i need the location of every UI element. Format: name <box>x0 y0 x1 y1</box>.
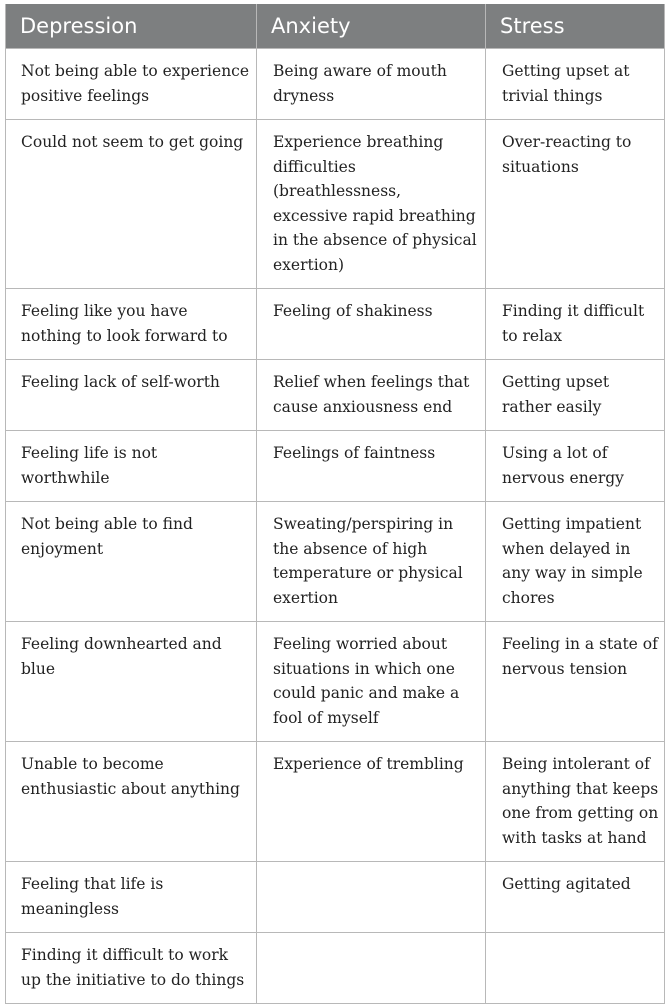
header-row <box>6 4 665 49</box>
table-row <box>6 360 665 431</box>
stress-cell: Getting impatient when delayed in any way in simple chores <box>486 502 665 622</box>
anxiety-cell <box>257 862 486 933</box>
depression-cell: Not being able to find enjoyment <box>6 502 257 622</box>
table-row <box>6 431 665 502</box>
stress-cell: Getting agitated <box>486 862 665 933</box>
depression-cell: Feeling that life is meaningless <box>6 862 257 933</box>
header-anxiety: Anxiety <box>257 4 486 49</box>
header-stress: Stress <box>486 4 665 49</box>
anxiety-cell: Feeling worried about situations in which one could panic and make a fool of myself <box>257 622 486 742</box>
depression-cell: Feeling downhearted and blue <box>6 622 257 742</box>
depression-cell: Finding it difficult to work up the initiative to do things <box>6 933 257 1004</box>
table-row <box>6 862 665 933</box>
anxiety-cell <box>257 933 486 1004</box>
anxiety-cell: Experience of trembling <box>257 742 486 862</box>
table-header <box>6 4 665 49</box>
table-row <box>6 933 665 1004</box>
anxiety-cell: Experience breathing difficulties (breathlessness, excessive rapid breathing in the absence of physical exertion) <box>257 120 486 289</box>
depression-cell: Feeling like you have nothing to look forward to <box>6 289 257 360</box>
stress-cell: Being intolerant of anything that keeps one from getting on with tasks at hand <box>486 742 665 862</box>
depression-cell: Feeling life is not worthwhile <box>6 431 257 502</box>
depression-cell: Unable to become enthusiastic about anything <box>6 742 257 862</box>
stress-cell: Finding it difficult to relax <box>486 289 665 360</box>
stress-cell <box>486 933 665 1004</box>
anxiety-cell: Feelings of faintness <box>257 431 486 502</box>
anxiety-cell: Sweating/perspiring in the absence of high temperature or physical exertion <box>257 502 486 622</box>
stress-cell: Using a lot of nervous energy <box>486 431 665 502</box>
stress-cell: Getting upset at trivial things <box>486 49 665 120</box>
depression-cell: Not being able to experience positive feelings <box>6 49 257 120</box>
table-row <box>6 289 665 360</box>
stress-cell: Getting upset rather easily <box>486 360 665 431</box>
depression-cell: Feeling lack of self-worth <box>6 360 257 431</box>
table-row <box>6 502 665 622</box>
depression-cell: Could not seem to get going <box>6 120 257 289</box>
table-row <box>6 49 665 120</box>
stress-cell: Feeling in a state of nervous tension <box>486 622 665 742</box>
symptom-table <box>5 4 665 1004</box>
anxiety-cell: Relief when feelings that cause anxiousness end <box>257 360 486 431</box>
table-row <box>6 622 665 742</box>
anxiety-cell: Feeling of shakiness <box>257 289 486 360</box>
table-row <box>6 120 665 289</box>
stress-cell: Over-reacting to situations <box>486 120 665 289</box>
table-body <box>6 49 665 1004</box>
table-row <box>6 742 665 862</box>
header-depression: Depression <box>6 4 257 49</box>
anxiety-cell: Being aware of mouth dryness <box>257 49 486 120</box>
